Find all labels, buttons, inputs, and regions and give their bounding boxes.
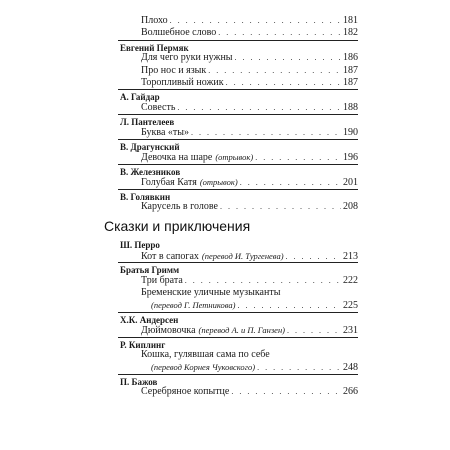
- page-number: 266: [343, 386, 358, 398]
- page-number: 225: [343, 300, 358, 312]
- toc-entry: [141, 385, 358, 399]
- page-number: 201: [343, 177, 358, 189]
- page-number: 188: [343, 101, 358, 113]
- toc-entry: [141, 175, 358, 189]
- entry-title: Кошка, гулявшая сама по себе: [141, 349, 270, 360]
- toc-entry: [141, 200, 358, 214]
- leader-dots: [220, 200, 341, 214]
- author-name: Х.К. Андерсен: [120, 314, 179, 325]
- entry-title: Плохо: [141, 15, 168, 26]
- page-number: 213: [343, 250, 358, 262]
- page-number: 231: [343, 325, 358, 337]
- author-name: Р. Киплинг: [120, 339, 166, 350]
- entry-note: (перевод Г. Петникова): [151, 300, 236, 311]
- author-name: В. Железников: [120, 166, 181, 177]
- page-number: 181: [343, 15, 358, 26]
- page-number: 196: [343, 152, 358, 164]
- page-number: 248: [343, 362, 358, 374]
- page-number: 222: [343, 274, 358, 286]
- leader-dots: [226, 76, 341, 90]
- author-name: Л. Пантелеев: [120, 117, 175, 128]
- toc-entry: [141, 126, 358, 140]
- entry-note: (отрывок): [215, 152, 254, 163]
- toc-entry: [141, 76, 358, 90]
- entry-title: Карусель в голове: [141, 201, 218, 212]
- leader-dots: [177, 101, 341, 115]
- author-name: Братья Гримм: [120, 265, 180, 276]
- leader-dots: [231, 385, 341, 399]
- entry-title: Волшебное слово: [141, 27, 217, 39]
- entry-note: (перевод А. и П. Ганзен): [198, 325, 285, 336]
- author-name: В. Драгунский: [120, 142, 180, 152]
- author-name: А. Гайдар: [120, 92, 160, 103]
- toc-entry: [141, 26, 358, 40]
- toc-entry: [141, 249, 358, 263]
- page-number: 190: [343, 126, 358, 138]
- entry-title: Буква «ты»: [141, 126, 189, 138]
- entry-title: Девочка на шаре: [141, 152, 213, 164]
- entry-title: Совесть: [141, 101, 176, 113]
- toc-entry: [141, 150, 358, 164]
- toc-entry-note: [151, 360, 358, 374]
- entry-title: Для чего руки нужны: [141, 52, 233, 64]
- entry-title: Серебряное копытце: [141, 386, 230, 398]
- author-name: В. Голявкин: [120, 191, 171, 202]
- page-number: 182: [343, 27, 358, 39]
- author-name: Ш. Перро: [120, 240, 160, 251]
- page-number: 187: [343, 77, 358, 88]
- page-number: 187: [343, 64, 358, 76]
- entry-title: Голубая Катя: [141, 177, 197, 189]
- toc-entry: [141, 101, 358, 115]
- entry-title: Кот в сапогах: [141, 250, 199, 262]
- author-name: Евгений Пермяк: [120, 42, 189, 53]
- entry-title: Три брата: [141, 274, 183, 286]
- entry-title: Про нос и язык: [141, 64, 207, 76]
- entry-note: (перевод И. Тургенева): [201, 250, 284, 261]
- toc-entry: [141, 323, 358, 337]
- entry-title: Дюймовочка: [141, 325, 196, 337]
- section-heading: Сказки и приключения: [104, 218, 251, 235]
- entry-title: Торопливый ножик: [141, 77, 224, 88]
- leader-dots: [191, 126, 341, 140]
- entry-title: Бременские уличные музыканты: [141, 287, 281, 298]
- toc-entry-note: [151, 298, 358, 312]
- page-number: 208: [343, 201, 358, 212]
- author-name: П. Бажов: [120, 376, 158, 387]
- entry-note: (перевод Корнея Чуковского): [151, 362, 256, 373]
- leader-dots: [218, 26, 341, 40]
- entry-note: (отрывок): [199, 177, 238, 188]
- page-number: 186: [343, 52, 358, 64]
